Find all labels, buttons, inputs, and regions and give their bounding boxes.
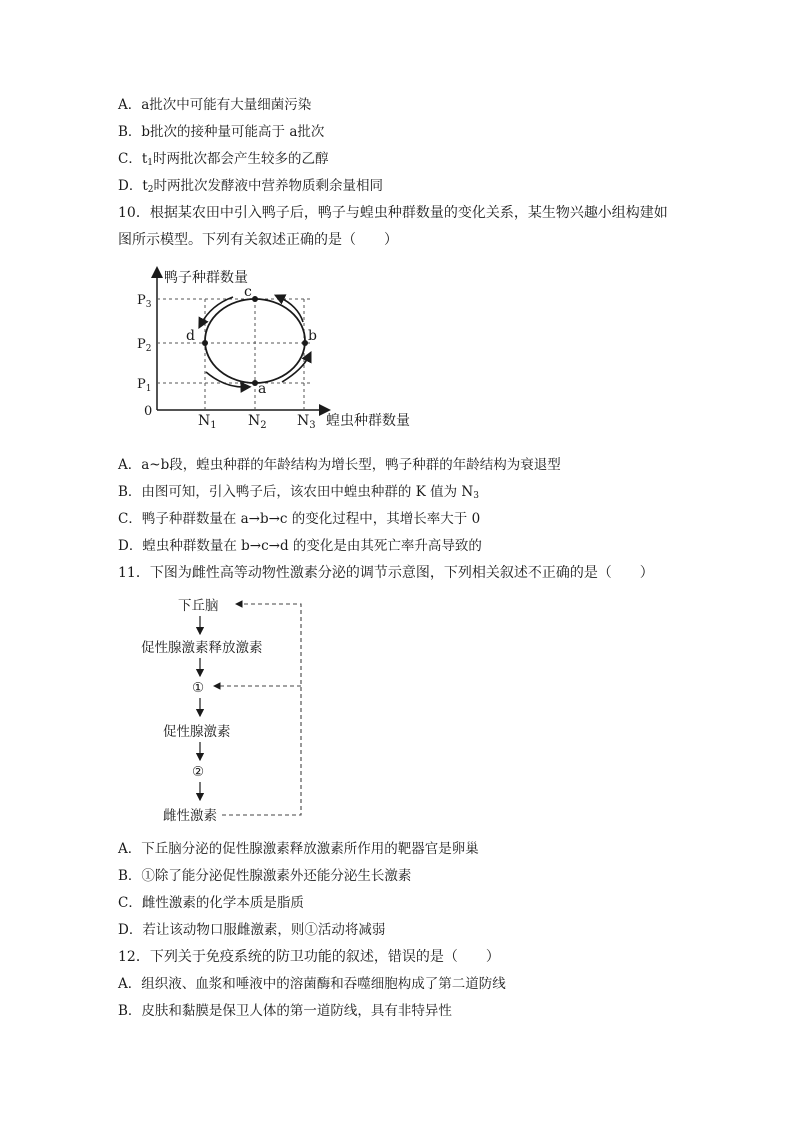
q12-option-a: A．组织液、血浆和唾液中的溶菌酶和吞噬细胞构成了第二道防线 <box>118 976 506 992</box>
diagram-estrogen: 雌性激素 <box>163 808 217 824</box>
q10-option-c: C．鸭子种群数量在 a→b→c 的变化过程中，其增长率大于 0 <box>118 511 481 527</box>
q11-option-d: D．若让该动物口服雌激素，则①活动将减弱 <box>118 922 386 938</box>
q11-option-b: B．①除了能分泌促性腺激素外还能分泌生长激素 <box>118 868 412 884</box>
q11-stem: 11．下图为雌性高等动物性激素分泌的调节示意图，下列相关叙述不正确的是（ ） <box>118 565 654 581</box>
q9-option-c-subscript: 1 <box>147 158 153 168</box>
graph-y-tick-p3: $P_3$ <box>137 293 152 310</box>
q11-option-a: A．下丘脑分泌的促性腺激素释放激素所作用的靶器官是卵巢 <box>118 841 479 857</box>
graph-x-tick-n3: $N_3$ <box>297 413 316 431</box>
q10-option-d: D．蝗虫种群数量在 b→c→d 的变化是由其死亡率升高导致的 <box>118 538 482 554</box>
diagram-hypothalamus: 下丘脑 <box>178 598 219 614</box>
q9-option-d-prefix: D．t <box>118 178 148 194</box>
diagram-gnrh: 促性腺激素释放激素 <box>141 640 263 656</box>
q11-option-c: C．雌性激素的化学本质是脂质 <box>118 895 304 911</box>
graph-label-a: a <box>258 381 267 397</box>
q9-option-b: B．b批次的接种量可能高于 a批次 <box>118 124 325 140</box>
diagram-node-1: ① <box>192 680 205 696</box>
q10-option-a: A．a~b段，蝗虫种群的年龄结构为增长型，鸭子种群的年龄结构为衰退型 <box>118 457 561 473</box>
q9-option-d-subscript: 2 <box>147 185 154 195</box>
q12-stem: 12．下列关于免疫系统的防卫功能的叙述，错误的是（ ） <box>118 949 500 965</box>
diagram-feedback-lines <box>214 604 301 815</box>
graph-label-d: d <box>186 328 195 344</box>
diagram-node-2: ② <box>192 764 205 780</box>
graph-label-c: c <box>244 284 252 300</box>
graph-origin: 0 <box>144 404 153 419</box>
q9-option-a: A．a批次中可能有大量细菌污染 <box>118 97 312 113</box>
diagram-gonadotropin: 促性腺激素 <box>163 724 231 740</box>
q9-option-d-text: 时两批次发酵液中营养物质剩余量相同 <box>153 178 383 194</box>
q10-stem-line2: 图所示模型。下列有关叙述正确的是（ ） <box>118 232 398 248</box>
q10-option-b-subscript: 3 <box>473 491 479 501</box>
graph-x-tick-n1: $N_1$ <box>198 413 217 431</box>
graph-y-tick-p2: $P_2$ <box>137 337 152 354</box>
q9-option-c-text: 时两批次都会产生较多的乙醇 <box>153 151 329 167</box>
q10-stem-line1: 10．根据某农田中引入鸭子后，鸭子与蝗虫种群数量的变化关系，某生物兴趣小组构建如 <box>118 205 668 221</box>
q10-option-b-text: B．由图可知，引入鸭子后，该农田中蝗虫种群的 K 值为 N <box>118 484 474 500</box>
graph-y-tick-p1: $P_1$ <box>137 377 152 394</box>
graph-label-b: b <box>308 328 317 344</box>
q9-option-c-prefix: C．t <box>118 151 148 167</box>
graph-x-tick-n2: $N_2$ <box>248 413 267 431</box>
graph-y-axis-label: 鸭子种群数量 <box>164 270 248 286</box>
graph-x-axis-label: 蝗虫种群数量 <box>326 413 410 429</box>
q12-option-b: B．皮肤和黏膜是保卫人体的第一道防线，具有非特异性 <box>118 1003 452 1019</box>
